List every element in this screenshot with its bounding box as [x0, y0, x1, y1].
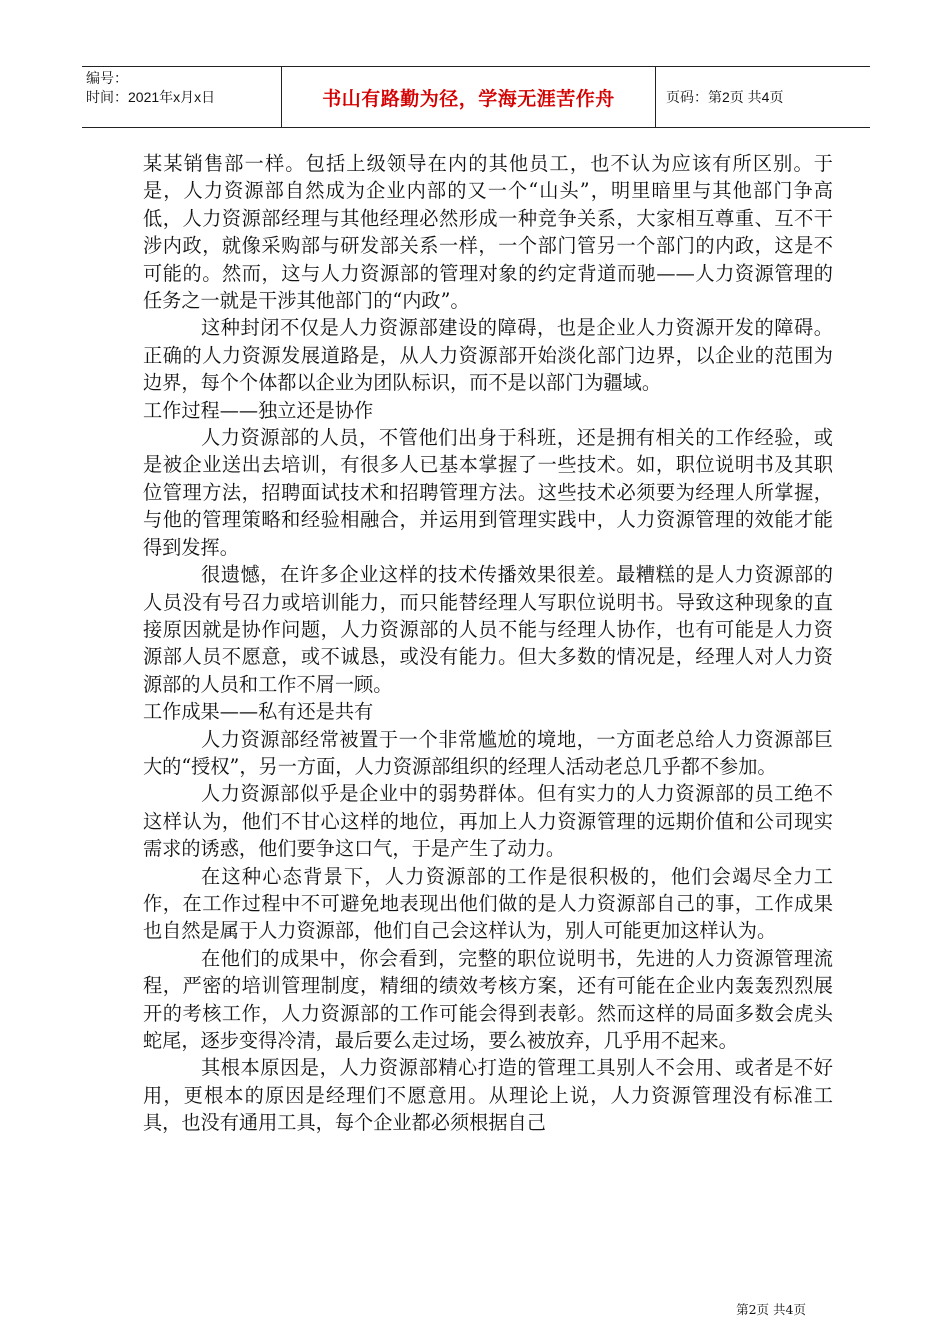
header-page-info: 页码：第2页 共4页 — [666, 89, 784, 105]
header-number-label: 编号： — [86, 70, 128, 86]
body-paragraph: 这种封闭不仅是人力资源部建设的障碍，也是企业人力资源开发的障碍。正确的人力资源发展道路是，从人力资源部开始淡化部门边界，以企业的范围为边界，每个个体都以企业为团队标识，而不是以部门为疆域。 — [143, 316, 833, 395]
body-paragraph: 其根本原因是，人力资源部精心打造的管理工具别人不会用、或者是不好用，更根本的原因是经理们不愿意用。从理论上说，人力资源管理没有标准工具，也没有通用工具，每个企业都必须根据自己 — [143, 1056, 833, 1135]
header-motto: 书山有路勤为径，学海无涯苦作舟 — [322, 87, 615, 110]
header-meta-cell — [82, 67, 282, 127]
body-paragraph: 在这种心态背景下，人力资源部的工作是很积极的，他们会竭尽全力工作，在工作过程中不可避免地表现出他们做的是人力资源部自己的事，工作成果也自然是属于人力资源部，他们自己会这样认为，别人可能更加这样认为。 — [143, 864, 833, 943]
body-paragraph: 人力资源部的人员，不管他们出身于科班，还是拥有相关的工作经验，或是被企业送出去培训，有很多人已基本掌握了一些技术。如，职位说明书及其职位管理方法，招聘面试技术和招聘管理方法。这些技术必须要为经理人所掌握，与他的管理策略和经验相融合，并运用到管理实践中，人力资源管理的效能才能得到发挥。 — [143, 426, 833, 559]
page-footer: 第2页 共4页 — [736, 1302, 806, 1317]
document-header — [82, 66, 870, 128]
section-heading: 工作过程——独立还是协作 — [143, 398, 374, 422]
body-paragraph: 很遗憾，在许多企业这样的技术传播效果很差。最糟糕的是人力资源部的人员没有号召力或培训能力，而只能替经理人写职位说明书。导致这种现象的直接原因就是协作问题，人力资源部的人员不能与经理人协作，也有可能是人力资源部人员不愿意，或不诚恳，或没有能力。但大多数的情况是，经理人对人力资源部的人员和工作不屑一顾。 — [143, 563, 833, 696]
header-motto-cell — [282, 67, 656, 127]
section-heading: 工作成果——私有还是共有 — [143, 700, 374, 724]
header-page-cell — [656, 67, 870, 127]
body-paragraph: 某某销售部一样。包括上级领导在内的其他员工，也不认为应该有所区别。于是，人力资源部自然成为企业内部的又一个“山头”，明里暗里与其他部门争高低，人力资源部经理与其他经理必然形成一种竞争关系，大家相互尊重、互不干涉内政，就像采购部与研发部关系一样，一个部门管另一个部门的内政，这是不可能的。然而，这与人力资源部的管理对象的约定背道而驰——人力资源管理的任务之一就是干涉其他部门的“内政”。 — [143, 152, 833, 313]
body-paragraph: 人力资源部经常被置于一个非常尴尬的境地，一方面老总给人力资源部巨大的“授权”，另一方面，人力资源部组织的经理人活动老总几乎都不参加。 — [143, 727, 833, 778]
body-paragraph: 人力资源部似乎是企业中的弱势群体。但有实力的人力资源部的员工绝不这样认为，他们不甘心这样的地位，再加上人力资源管理的远期价值和公司现实需求的诱惑，他们要争这口气，于是产生了动力。 — [143, 782, 833, 861]
body-paragraph: 在他们的成果中，你会看到，完整的职位说明书，先进的人力资源管理流程，严密的培训管理制度，精细的绩效考核方案，还有可能在企业内轰轰烈烈展开的考核工作，人力资源部的工作可能会得到表彰。然而这样的局面多数会虎头蛇尾，逐步变得冷清，最后要么走过场，要么被放弃，几乎用不起来。 — [143, 946, 833, 1052]
header-date: 时间：2021年x月x日 — [86, 89, 216, 105]
document-body — [143, 150, 833, 1137]
